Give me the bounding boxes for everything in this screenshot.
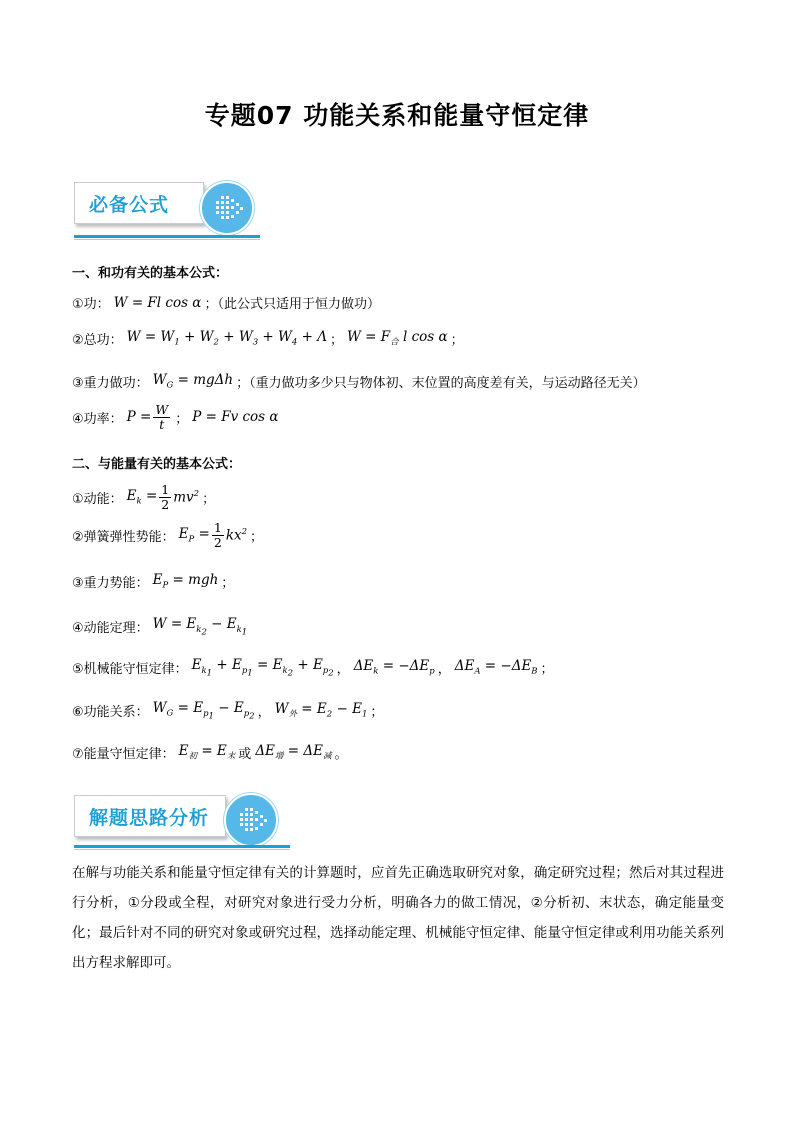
banner-underline-thin: [74, 239, 260, 240]
banner-label: 必备公式: [89, 193, 170, 216]
page-title: 专题07 功能关系和能量守恒定律: [204, 101, 590, 130]
formula-sep: ；: [370, 705, 384, 721]
formula-label: ②弹簧弹性势能：: [72, 529, 175, 545]
formula-sep: ；: [202, 491, 216, 507]
formula-label: ⑥功能关系：: [72, 705, 149, 721]
formula-note: ；（重力做功多少只与物体初、末位置的高度差有关，与运动路径无关）: [236, 376, 646, 391]
formula-math: $\Delta E_A = -\Delta E_B$: [454, 658, 538, 678]
banner-underline: [74, 845, 290, 848]
dotted-arrow-icon: [224, 793, 278, 847]
formula-label: ②总功：: [72, 333, 123, 348]
formula-label: ④功率：: [72, 411, 123, 427]
formula-sep: ，: [257, 705, 271, 721]
formula-kinetic-theorem: [72, 616, 247, 637]
formula-label: ⑦能量守恒定律：: [72, 747, 175, 762]
formula-or: 或: [238, 747, 252, 762]
section-banner-analysis: [74, 795, 294, 857]
formula-label: ③重力势能：: [72, 576, 149, 591]
formula-work: [72, 293, 380, 312]
formula-math: $E_P$ =: [178, 525, 210, 545]
fraction: $\frac{1}{2}$: [161, 482, 170, 512]
formula-sep: ，: [336, 662, 350, 678]
formula-sep: ；: [540, 662, 554, 678]
formula-sep: ；: [330, 333, 344, 348]
formula-power: [72, 403, 279, 432]
formula-label: ④动能定理：: [72, 621, 149, 637]
formula-math: $E_初 = E_末$: [178, 743, 236, 762]
formula-mechanical-conservation: [72, 657, 554, 678]
fraction: $\frac{1}{2}$: [213, 520, 222, 550]
formula-math: $mv^2$: [173, 489, 200, 506]
formula-math: $W = W_1 + W_2 + W_3 + W_4 + \Lambda$: [126, 329, 327, 348]
section-banner-formulas: [74, 182, 264, 244]
dotted-arrow-icon: [200, 181, 254, 235]
formula-sep: 。: [334, 747, 348, 762]
banner-label: 解题思路分析: [89, 806, 210, 829]
formula-sep: ；: [175, 411, 189, 427]
formula-total-work: [72, 329, 464, 348]
formula-gravity-work: [72, 372, 646, 391]
fraction: $\frac{W}{t}$: [155, 402, 169, 432]
formula-math: $E_k$ =: [126, 487, 158, 507]
formula-label: ①功：: [72, 297, 110, 312]
formula-math: $W_外 = E_2 - E_1$: [274, 701, 368, 721]
formula-math: $E_P$ = mgh: [152, 572, 219, 591]
formula-gravity-potential: [72, 572, 234, 591]
formula-math: W = Fl cos α: [113, 294, 202, 311]
formula-label: ③重力做功：: [72, 376, 149, 391]
formula-math: $W = E_{k_2} - E_{k_1}$: [152, 616, 248, 638]
heading-energy: 二、与能量有关的基本公式：: [72, 457, 242, 472]
formula-math: $W_G = E_{p_1} - E_{p_2}$: [152, 700, 255, 722]
formula-sep: ；: [450, 333, 464, 348]
formula-spring: [72, 521, 263, 550]
banner-box: [74, 182, 204, 224]
formula-math: P = Fv cos α: [192, 409, 279, 426]
formula-label: ①动能：: [72, 491, 123, 507]
formula-note: ；（此公式只适用于恒力做功）: [204, 297, 380, 312]
formula-work-energy: [72, 700, 383, 721]
banner-underline-thin: [74, 849, 290, 850]
formula-kinetic: [72, 483, 215, 512]
formula-label: ⑤机械能守恒定律：: [72, 662, 188, 678]
formula-math: $\Delta E_k = -\Delta E_p$: [353, 658, 435, 678]
formula-math: $\Delta E_增 = \Delta E_减$: [255, 743, 332, 762]
analysis-paragraph: 在解与功能关系和能量守恒定律有关的计算题时，应首先正确选取研究对象，确定研究过程；然后对其过程进行分析，①分段或全程，对研究对象进行受力分析，明确各力的做工情况，②分析初、末状态，确定能量变化；最后针对不同的研究对象或研究过程，选择动能定理、机械能守恒定律、能量守恒定律或利用功能关系列出方程求解即可。: [72, 865, 724, 971]
banner-underline: [74, 235, 260, 238]
formula-math: $kx^2$: [225, 527, 248, 544]
formula-math: $E_{k_1} + E_{p_1} = E_{k_2} + E_{p_2}$: [191, 657, 334, 679]
formula-sep: ；: [221, 576, 235, 591]
heading-work: 一、和功有关的基本公式：: [72, 266, 229, 281]
banner-box: [74, 795, 226, 837]
formula-sep: ，: [437, 662, 451, 678]
formula-math: $W = F_合$ l cos α: [347, 329, 448, 348]
formula-math: P =: [126, 409, 152, 426]
formula-energy-conservation: [72, 743, 347, 762]
formula-sep: ；: [250, 529, 264, 545]
formula-math: $W_G = mg\Delta h$: [152, 372, 234, 391]
